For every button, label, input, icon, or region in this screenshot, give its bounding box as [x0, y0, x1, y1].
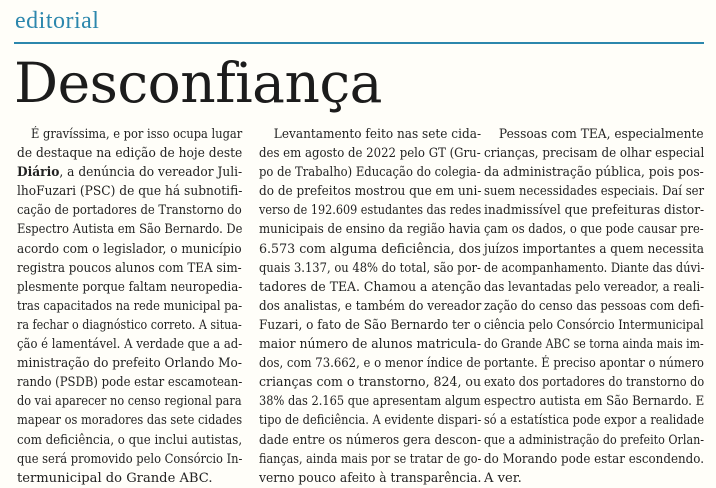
text-line: ção é lamentável. A verdade que a ad-	[17, 337, 243, 353]
text-line: cação de portadores de Transtorno do	[17, 203, 242, 219]
text-line: tadores de TEA. Chamou a atenção	[259, 279, 481, 295]
newspaper-name: Diário	[17, 165, 60, 181]
article-column-3	[484, 125, 704, 488]
text-line: suem necessidades especiais. Daí ser	[484, 184, 705, 200]
text-line: acordo com o legislador, o município	[17, 241, 242, 257]
text-line: Levantamento feito nas sete cida-	[273, 127, 482, 142]
text-line: fianças, ainda mais por se tratar de go-	[259, 451, 482, 467]
text-line: po de Trabalho) Educação do colegia-	[259, 165, 481, 181]
text-line: portante. É preciso apontar o número	[484, 356, 704, 372]
text-line: mapear os moradores das sete cidades	[17, 413, 243, 429]
text-line: do de prefeitos mostrou que em uni-	[259, 184, 482, 200]
text-line: rando (PSDB) pode estar escamotean-	[17, 375, 243, 391]
text-line: crianças com o transtorno, 824, ou	[259, 375, 482, 391]
text-line: maior número de alunos matricula-	[259, 337, 482, 353]
text-line: só a estatística pode expor a realidade	[484, 413, 705, 429]
text-line: que será promovido pelo Consórcio In-	[17, 451, 243, 467]
text-line: do Grande ABC se torna ainda mais im-	[484, 337, 704, 353]
text-line: verno pouco afeito à transparência.	[259, 470, 482, 486]
text-line: tipo de deficiência. A evidente dispari-	[259, 413, 482, 429]
text-line: Pessoas com TEA, especialmente	[498, 127, 704, 142]
text-line: da administração pública, pois pos-	[484, 165, 704, 181]
text-line: das levantadas pelo vereador, a reali-	[484, 279, 705, 295]
text-line: quais 3.137, ou 48% do total, são por-	[259, 260, 481, 276]
text-line: crianças, precisam de olhar especial	[484, 146, 705, 162]
text-line: A ver.	[484, 470, 522, 486]
text-line: com deficiência, o que inclui autistas,	[17, 432, 243, 448]
text-line: inadmissível que prefeituras distor-	[484, 203, 705, 219]
text-line: ciência pelo Consórcio Intermunicipal	[484, 317, 704, 333]
text-line: zação do censo das pessoas com defi-	[484, 298, 704, 314]
text-line: É gravíssima, e por isso ocupa lugar	[31, 127, 243, 142]
section-label: editorial	[15, 8, 100, 34]
text-line: 38% das 2.165 que apresentam algum	[259, 394, 481, 410]
headline: Desconfiança	[14, 51, 382, 115]
text-line: plesmente porque faltam neuropedia-	[17, 279, 243, 295]
text-line: de acompanhamento. Diante das dúvi-	[484, 260, 705, 276]
text-line: Fuzari, o fato de São Bernardo ter o	[259, 317, 481, 333]
text-line: municipais de ensino da região havia	[259, 222, 481, 238]
text-line: Diário, a denúncia do vereador Juli-	[17, 165, 243, 181]
text-line: que a administração do prefeito Orlan-	[484, 432, 705, 448]
text-line: ra fechar o diagnóstico correto. A situa-	[17, 317, 242, 333]
text-line: dade entre os números gera descon-	[259, 432, 482, 448]
text-line: 6.573 com alguma deficiência, dos	[259, 241, 481, 257]
text-line: termunicipal do Grande ABC.	[17, 470, 213, 486]
text-line: registra poucos alunos com TEA sim-	[17, 260, 242, 276]
text-line: dos, com 73.662, e o menor índice de	[259, 356, 481, 372]
text-line: çam os dados, o que pode causar pre-	[484, 222, 704, 238]
section-divider	[14, 42, 704, 44]
text-line: juízos importantes a quem necessita	[484, 241, 704, 257]
article-column-1	[17, 125, 242, 488]
text-line: verso de 192.609 estudantes das redes	[259, 203, 482, 219]
text-line: lhoFuzari (PSC) de que há subnotifi-	[17, 184, 243, 200]
article-column-2	[259, 125, 481, 488]
text-line: de destaque na edição de hoje deste	[17, 146, 243, 162]
text-line: espectro autista em São Bernardo. E	[484, 394, 705, 410]
text-line: Espectro Autista em São Bernardo. De	[17, 222, 243, 238]
text-line: do vai aparecer no censo regional para	[17, 394, 242, 410]
text-line: exato dos portadores do transtorno do	[484, 375, 705, 391]
text-line: tras capacitados na rede municipal pa-	[17, 298, 243, 314]
text-line: do Morando pode estar escondendo.	[484, 451, 705, 467]
text-line: des em agosto de 2022 pelo GT (Gru-	[259, 146, 481, 162]
text-line: ministração do prefeito Orlando Mo-	[17, 356, 242, 372]
text-line: dos analistas, e também do vereador	[259, 298, 482, 314]
